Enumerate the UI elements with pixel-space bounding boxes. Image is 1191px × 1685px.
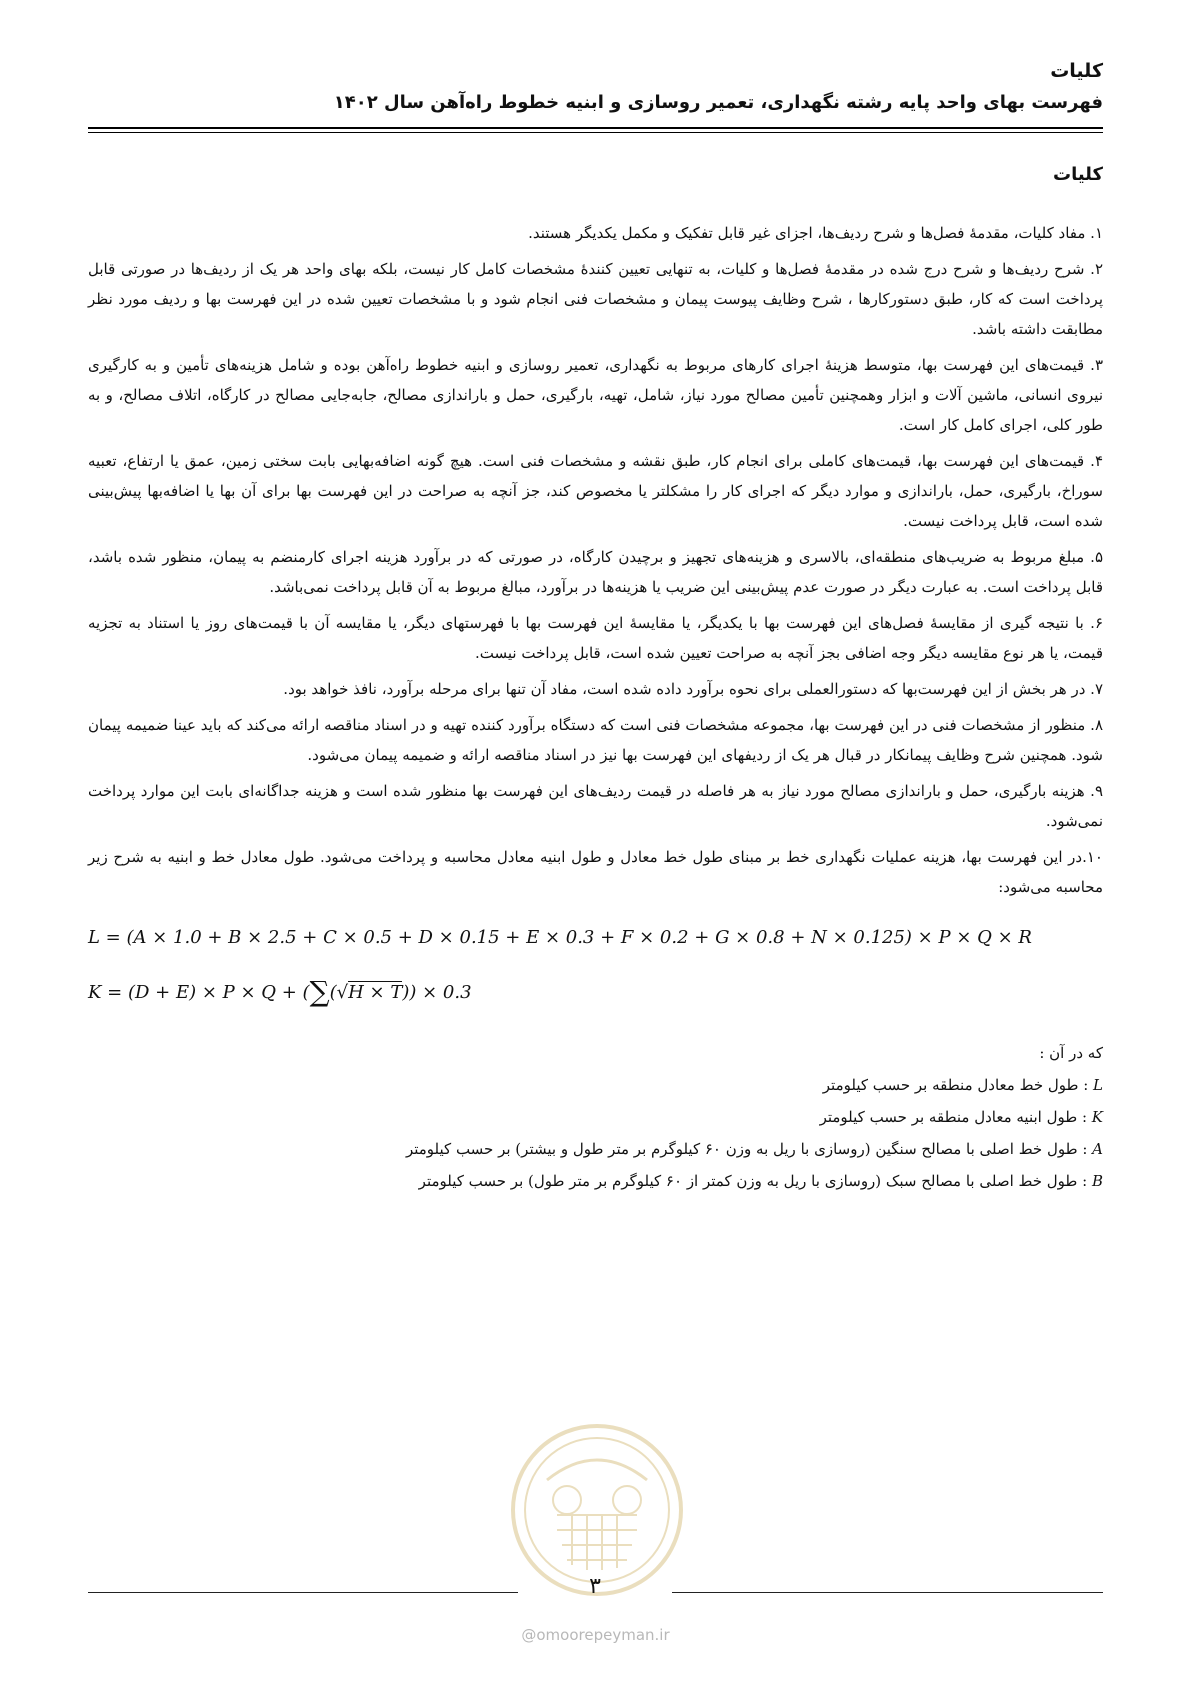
formula-K-radicand: H × T <box>348 982 403 1003</box>
section-title: کلیات <box>1052 164 1103 185</box>
paragraph-4: ۴. قیمت‌های این فهرست بها، قیمت‌های کاملی برای انجام کار، طبق نقشه و مشخصات فنی است. هیچ گونه اضافه‌بهایی بابت سختی زمین، عمق یا ارتفاع، تعبیه سوراخ، بارگیری، حمل، باراندازی و موارد دیگر که اجرای کار را مشکلتر یا مخصوص کند، جز آنچه به صراحت در این فهرست بها برای آن بها یا اضافه‌بها پیش‌بینی شده است، قابل پرداخت نیست. <box>88 452 1103 530</box>
definition-text: : طول ابنیه معادل منطقه بر حسب کیلومتر <box>819 1108 1092 1126</box>
formula-block <box>88 924 1103 1007</box>
formula-K <box>88 975 1103 1008</box>
definition-A <box>88 1133 1103 1165</box>
paragraph-10: ۱۰.در این فهرست بها، هزینه عملیات نگهداری خط بر مبنای طول خط معادل و طول ابنیه معادل محاسبه و پرداخت می‌شود. طول معادل خط و ابنیه به شرح زیر محاسبه می‌شود: <box>88 848 1103 896</box>
formula-K-prefix: K = (D + E) × P × Q + ( <box>88 982 310 1003</box>
definition-symbol: L <box>1093 1076 1103 1094</box>
definitions <box>88 1037 1103 1197</box>
paragraph-6: ۶. با نتیجه گیری از مقایسهٔ فصل‌های این فهرست بها با یکدیگر، یا مقایسهٔ این فهرست بها با فهرستهای دیگر، یا مقایسه آن با قیمت‌های روز یا استناد به تجزیه قیمت، یا هر نوع مقایسه دیگر وجه اضافی بجز آنچه به صراحت تعیین شده است، قابل پرداخت نیست. <box>88 614 1103 662</box>
definition-B <box>88 1165 1103 1197</box>
definitions-intro: که در آن : <box>1039 1044 1103 1062</box>
formula-K-inner-open: ( <box>329 982 337 1003</box>
paragraph-7: ۷. در هر بخش از این فهرست‌بها که دستورالعملی برای نحوه برآورد داده شده است، مفاد آن تنها برای مرحله برآورد، نافذ خواهد بود. <box>283 680 1103 698</box>
watermark-text: @omoorepeyman.ir <box>521 1626 670 1644</box>
paragraph-1: ۱. مفاد کلیات، مقدمهٔ فصل‌ها و شرح ردیف‌ها، اجزای غیر قابل تفکیک و مکمل یکدیگر هستند. <box>528 224 1103 242</box>
footer-rule-right <box>672 1592 1103 1593</box>
formula-K-suffix: )) × 0.3 <box>402 982 472 1003</box>
paragraph-9: ۹. هزینه بارگیری، حمل و باراندازی مصالح مورد نیاز به هر فاصله در قیمت ردیف‌های این فهرست بها منظور شده است و هزینه جداگانه‌ای بابت این موارد پرداخت نمی‌شود. <box>88 782 1103 830</box>
footer-rule-left <box>88 1592 518 1593</box>
page-number: ۳ <box>589 1574 601 1599</box>
paragraph-8: ۸. منظور از مشخصات فنی در این فهرست بها، مجموعه مشخصات فنی است که دستگاه برآورد کننده تهیه و در اسناد مناقصه ارائه می‌کند که باید عینا ضمیمه پیمان شود. همچنین شرح وظایف پیمانکار در قبال هر یک از ردیفهای این فهرست بها نیز در اسناد مناقصه ارائه و ضمیمه پیمان می‌شود. <box>88 716 1103 764</box>
sigma-symbol: ∑ <box>309 975 330 1008</box>
definition-K <box>88 1101 1103 1133</box>
seal-logo-icon <box>507 1420 687 1600</box>
definition-symbol: A <box>1092 1140 1103 1158</box>
paragraph-3: ۳. قیمت‌های این فهرست بها، متوسط هزینهٔ اجرای کارهای مربوط به نگهداری، تعمیر روسازی و ابنیه خطوط راه‌آهن بوده و شامل هزینه‌های تأمین و به کارگیری نیروی انسانی، ماشین آلات و ابزار وهمچنین تأمین مصالح مورد نیاز، شامل، تهیه، بارگیری، حمل و باراندازی مصالح، جابه‌جایی مصالح در کارگاه، اتلاف مصالح، و به طور کلی، اجرای کامل کار است. <box>88 356 1103 434</box>
definition-symbol: B <box>1091 1172 1103 1190</box>
header-rule-thin <box>88 132 1103 133</box>
header-subtitle: فهرست بهای واحد پایه رشته نگهداری، تعمیر روسازی و ابنیه خطوط راه‌آهن سال ۱۴۰۲ <box>333 92 1103 113</box>
paragraph-2: ۲. شرح ردیف‌ها و شرح درج شده در مقدمهٔ فصل‌ها و کلیات، به تنهایی تعیین کنندهٔ مشخصات کامل کار نیست، بلکه بهای واحد هر یک از ردیف‌ها در صورتی قابل پرداخت است که کار، طبق دستورکارها ، شرح وظایف پیوست پیمان و مشخصات فنی انجام شود و با مشخصات تعیین شده در این فهرست بها و ردیف مورد نظر مطابقت داشته باشد. <box>88 260 1103 338</box>
definition-symbol: K <box>1091 1108 1103 1126</box>
page-header <box>88 60 1103 113</box>
paragraph-5: ۵. مبلغ مربوط به ضریب‌های منطقه‌ای، بالاسری و هزینه‌های تجهیز و برچیدن کارگاه، در صورتی که در برآورد هزینه اجرای کارمنضم به پیمان، منظور شده باشد، قابل پرداخت است. به عبارت دیگر در صورت عدم پیش‌بینی این ضریب یا هزینه‌ها در برآورد، مبالغ مربوط به آن قابل پرداخت نمی‌باشد. <box>88 548 1103 596</box>
definition-text: : طول خط اصلی با مصالح سنگین (روسازی با ریل به وزن ۶۰ کیلوگرم بر متر طول و بیشتر) بر حسب کیلومتر <box>405 1140 1093 1158</box>
document-body <box>88 218 1103 1197</box>
header-title: کلیات <box>1050 60 1103 82</box>
sqrt-icon: √ <box>336 982 349 1003</box>
formula-L: L = (A × 1.0 + B × 2.5 + C × 0.5 + D × 0.15 + E × 0.3 + F × 0.2 + G × 0.8 + N × 0.125) × P × Q × R <box>88 927 1032 948</box>
header-rule-thick <box>88 127 1103 129</box>
definition-L <box>88 1069 1103 1101</box>
definition-text: : طول خط اصلی با مصالح سبک (روسازی با ریل به وزن کمتر از ۶۰ کیلوگرم بر متر طول) بر حسب کیلومتر <box>418 1172 1092 1190</box>
definition-text: : طول خط معادل منطقه بر حسب کیلومتر <box>822 1076 1094 1094</box>
